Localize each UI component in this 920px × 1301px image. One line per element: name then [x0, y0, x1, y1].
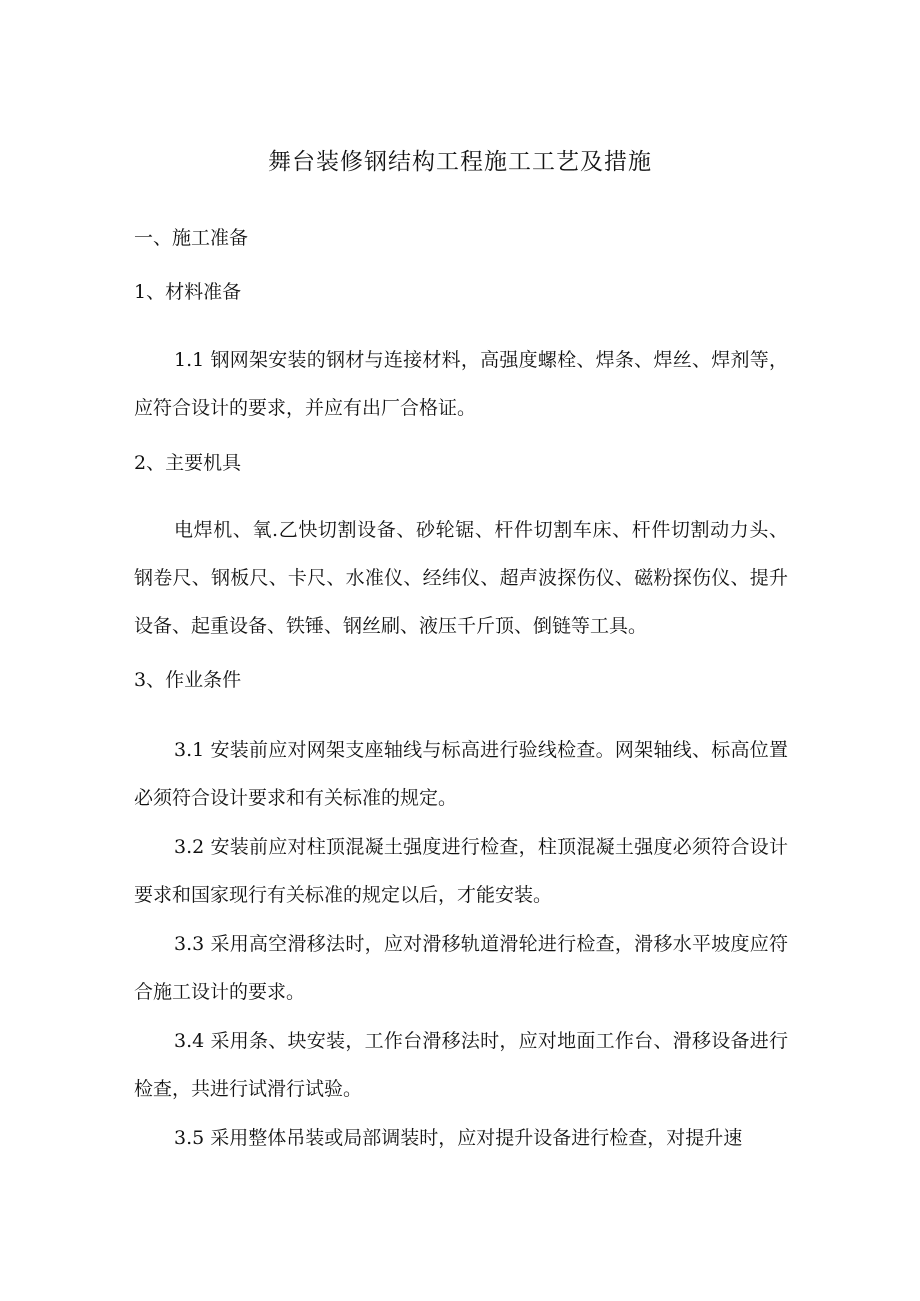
paragraph-1-1: 1.1 钢网架安装的钢材与连接材料，高强度螺栓、焊条、焊丝、焊剂等，应符合设计的要求，并应有出厂合格证。: [134, 349, 788, 419]
paragraph-3-3: 3.3 采用高空滑移法时，应对滑移轨道滑轮进行检查，滑移水平坡度应符合施工设计的要求。: [134, 933, 788, 1003]
paragraph-3-2: 3.2 安装前应对柱顶混凝土强度进行检查，柱顶混凝土强度必须符合设计要求和国家现行有关标准的规定以后，才能安装。: [134, 836, 788, 906]
subheading-working-conditions: 3、作业条件: [134, 669, 242, 691]
paragraph-3-5: 3.5 采用整体吊装或局部调装时，应对提升设备进行检查，对提升速: [174, 1127, 743, 1149]
section-heading-preparation: 一、施工准备: [134, 227, 249, 249]
paragraph-machinery: 电焊机、氧.乙快切割设备、砂轮锯、杆件切割车床、杆件切割动力头、钢卷尺、钢板尺、卡尺、水准仪、经纬仪、超声波探伤仪、磁粉探伤仪、提升设备、起重设备、铁锤、钢丝刷、液压千斤顶、倒链等工具。: [134, 519, 788, 637]
subheading-materials: 1、材料准备: [134, 281, 242, 303]
document-title: 舞台装修钢结构工程施工工艺及措施: [268, 149, 652, 175]
subheading-machinery: 2、主要机具: [134, 452, 242, 474]
paragraph-3-4: 3.4 采用条、块安装，工作台滑移法时，应对地面工作台、滑移设备进行检查，共进行试滑行试验。: [134, 1030, 788, 1100]
paragraph-3-1: 3.1 安装前应对网架支座轴线与标高进行验线检查。网架轴线、标高位置必须符合设计要求和有关标准的规定。: [134, 739, 788, 809]
